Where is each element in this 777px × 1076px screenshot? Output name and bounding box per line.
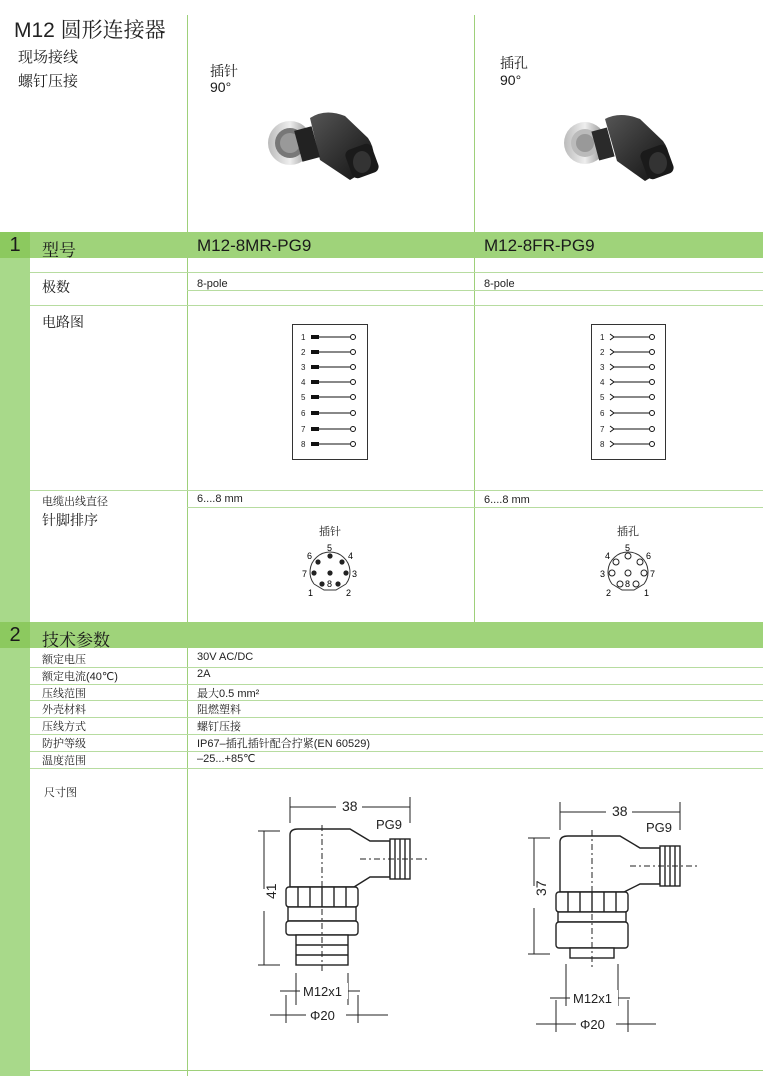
circuit-terminal: [351, 380, 356, 385]
pin-label: 8: [327, 579, 333, 589]
male-poles: 8-pole: [197, 278, 228, 290]
spec-name: 额定电压: [42, 654, 86, 666]
circuit-pin-label: 5: [600, 393, 605, 402]
spec-value: 阻燃塑料: [197, 704, 241, 717]
page-subtitle-screw: 螺钉压接: [18, 73, 79, 90]
female-circuit-diagram: [591, 324, 666, 460]
section-2-number: 2: [0, 622, 30, 648]
spec-row-line: [30, 768, 763, 769]
female-type-label: 插孔: [500, 55, 528, 71]
circuit-socket-contact: [610, 364, 614, 370]
spec-value: 30V AC/DC: [197, 651, 254, 663]
circuit-pin-label: 6: [600, 409, 605, 418]
spec-row-line: [30, 734, 763, 735]
circuit-pin-label: 6: [301, 409, 306, 418]
dim-diameter: Φ20: [310, 1008, 335, 1023]
dim-diameter: Φ20: [580, 1017, 605, 1032]
pin-label: 6: [646, 551, 652, 561]
spec-value: 最大0.5 mm²: [197, 687, 260, 700]
circuit-pin-label: 4: [301, 378, 306, 387]
spec-row-line: [30, 751, 763, 752]
section-1-number: 1: [0, 232, 30, 258]
row-line: [30, 490, 763, 491]
row-poles-label: 极数: [42, 279, 70, 295]
circuit-socket-contact: [610, 394, 614, 400]
pin-label: 3: [352, 569, 358, 579]
pin-label: 2: [346, 588, 352, 598]
circuit-terminal: [650, 395, 655, 400]
circuit-pin-label: 3: [301, 363, 306, 372]
spec-value: –25...+85℃: [197, 752, 256, 765]
circuit-terminal: [650, 365, 655, 370]
circuit-pin-label: 1: [600, 333, 605, 342]
male-type-label: 插针: [210, 63, 238, 79]
male-angle: 90°: [210, 79, 232, 95]
pin-label: 7: [650, 569, 656, 579]
circuit-terminal: [351, 365, 356, 370]
spec-name: 压线范围: [42, 687, 86, 700]
circuit-terminal: [650, 427, 655, 432]
dim-gland: PG9: [376, 817, 403, 832]
pin-label: 7: [302, 569, 308, 579]
circuit-terminal: [351, 442, 356, 447]
pin-label: 6: [307, 551, 313, 561]
section-2-bar: [30, 622, 763, 648]
pin-label: 1: [308, 588, 314, 598]
circuit-terminal: [650, 442, 655, 447]
bottom-line: [30, 1070, 763, 1071]
female-pinout-diagram: [596, 540, 660, 600]
female-cable-dia: 6....8 mm: [484, 494, 530, 506]
circuit-terminal: [650, 350, 655, 355]
circuit-terminal: [351, 427, 356, 432]
circuit-terminal: [351, 411, 356, 416]
female-angle: 90°: [500, 72, 522, 88]
dim-width: 38: [342, 798, 358, 814]
spec-name: 额定电流(40℃): [42, 670, 118, 683]
pin-label: 1: [644, 588, 650, 598]
row-line: [30, 305, 763, 306]
female-connector-photo: [555, 105, 685, 200]
spec-row-line: [30, 717, 763, 718]
row-line: [30, 272, 763, 273]
circuit-socket-contact: [610, 334, 614, 340]
spec-row-line: [30, 684, 763, 685]
dim-thread: M12x1: [573, 991, 613, 1006]
dim-thread: M12x1: [303, 984, 343, 999]
spec-name: 外壳材料: [42, 704, 86, 717]
spec-row-line: [30, 700, 763, 701]
circuit-terminal: [351, 350, 356, 355]
divider: [474, 258, 475, 622]
circuit-pin-label: 2: [301, 348, 306, 357]
male-dimension-drawing: [250, 795, 440, 1035]
male-pinout-title: 插针: [319, 526, 341, 538]
female-model: M12-8FR-PG9: [484, 236, 595, 255]
pin-label: 4: [605, 551, 611, 561]
pin-label: 8: [625, 579, 631, 589]
page-subtitle-wiring: 现场接线: [18, 49, 79, 66]
page-title: M12 圆形连接器: [14, 19, 166, 42]
circuit-pin-label: 5: [301, 393, 306, 402]
divider: [187, 15, 188, 232]
dim-height: 37: [533, 880, 549, 896]
circuit-pin-label: 8: [301, 440, 306, 449]
circuit-terminal: [650, 380, 655, 385]
pin-label: 2: [606, 588, 612, 598]
circuit-pin-label: 4: [600, 378, 605, 387]
row-pinout-label: 针脚排序: [42, 512, 98, 528]
section-1-label: 型号: [42, 241, 76, 260]
pin-label: 5: [327, 543, 333, 553]
circuit-lines: [592, 325, 666, 459]
circuit-terminal: [650, 335, 655, 340]
row-line: [187, 507, 763, 508]
circuit-socket-contact: [610, 379, 614, 385]
circuit-pin-label: 3: [600, 363, 605, 372]
circuit-socket-contact: [610, 426, 614, 432]
pin-label: 5: [625, 543, 631, 553]
male-circuit-diagram: [292, 324, 368, 460]
circuit-pin-label: 7: [600, 425, 605, 434]
circuit-socket-contact: [610, 441, 614, 447]
female-poles: 8-pole: [484, 278, 515, 290]
circuit-pin-label: 7: [301, 425, 306, 434]
row-cable-label: 电缆出线直径: [42, 496, 108, 508]
circuit-pin-label: 8: [600, 440, 605, 449]
circuit-pin-label: 2: [600, 348, 605, 357]
circuit-terminal: [351, 335, 356, 340]
pin-label: 4: [348, 551, 354, 561]
circuit-pin-label: 1: [301, 333, 306, 342]
spec-name: 温度范围: [42, 754, 86, 767]
spec-row-line: [30, 667, 763, 668]
spec-name: 压线方式: [42, 721, 86, 734]
circuit-terminal: [351, 395, 356, 400]
circuit-terminal: [650, 411, 655, 416]
male-model: M12-8MR-PG9: [197, 236, 312, 255]
spec-name: 防护等级: [42, 738, 86, 750]
dim-gland: PG9: [646, 820, 673, 835]
circuit-lines: [293, 325, 367, 459]
circuit-socket-contact: [610, 349, 614, 355]
spec-value: IP67–插孔插针配合拧紧(EN 60529): [197, 738, 370, 750]
male-cable-dia: 6....8 mm: [197, 493, 243, 505]
pin-label: 3: [600, 569, 606, 579]
male-connector-photo: [250, 98, 390, 198]
row-line: [187, 290, 763, 291]
spec-value: 螺钉压接: [197, 721, 241, 734]
spec-value: 2A: [197, 667, 211, 680]
dim-height: 41: [263, 883, 279, 899]
dimension-label: 尺寸图: [44, 787, 77, 799]
divider: [474, 15, 475, 232]
row-circuit-label: 电路图: [42, 314, 84, 330]
circuit-socket-contact: [610, 410, 614, 416]
left-sidebar: [0, 232, 30, 1076]
male-pinout-diagram: [298, 540, 362, 600]
section-1-bar: [30, 232, 763, 258]
female-pinout-title: 插孔: [617, 526, 639, 538]
dim-width: 38: [612, 803, 628, 819]
section-2-label: 技术参数: [42, 631, 110, 650]
female-dimension-drawing: [520, 800, 710, 1040]
